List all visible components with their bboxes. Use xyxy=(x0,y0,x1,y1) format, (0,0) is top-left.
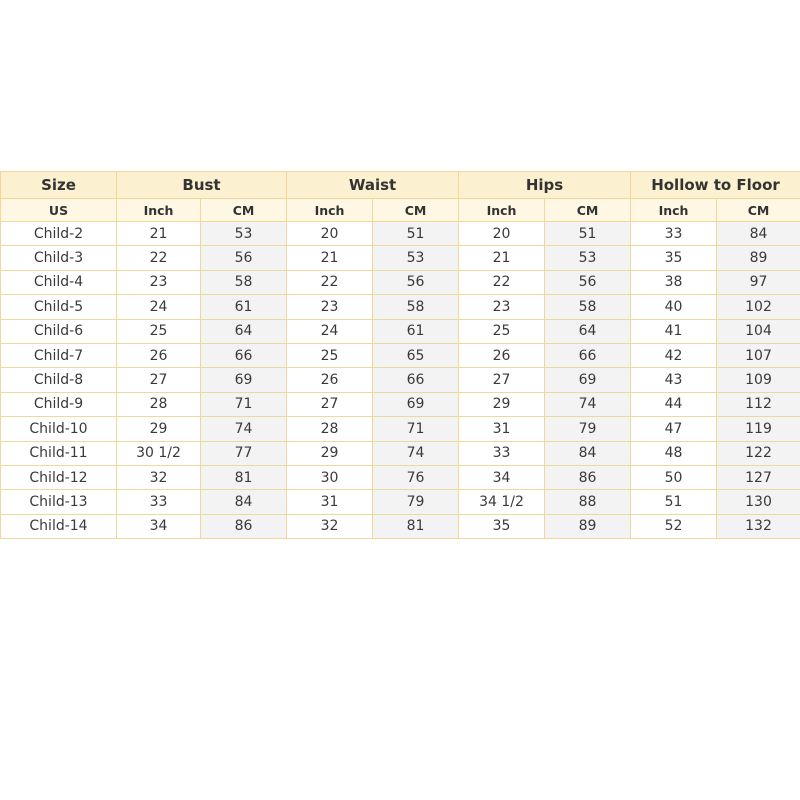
hips-inch-cell: 29 xyxy=(459,392,545,416)
hollow-to-floor-header: Hollow to Floor xyxy=(631,172,800,199)
bust-cm-cell: 84 xyxy=(201,490,287,514)
hollow-inch-cell: 35 xyxy=(631,246,717,270)
waist-cm-cell: 65 xyxy=(373,343,459,367)
hollow-cm-cell: 130 xyxy=(717,490,800,514)
bust-cm-cell: 58 xyxy=(201,270,287,294)
bust-cm-cell: 86 xyxy=(201,514,287,538)
waist-cm-cell: 74 xyxy=(373,441,459,465)
hips-cm-cell: 64 xyxy=(545,319,631,343)
waist-cm-cell: 56 xyxy=(373,270,459,294)
hips-cm-cell: 88 xyxy=(545,490,631,514)
bust-inch-cell: 23 xyxy=(117,270,201,294)
hollow-inch-cell: 40 xyxy=(631,295,717,319)
bust-inch-cell: 29 xyxy=(117,417,201,441)
hips-inch-cell: 34 xyxy=(459,465,545,489)
bust-cm-header: CM xyxy=(201,199,287,222)
hips-inch-cell: 20 xyxy=(459,222,545,246)
hollow-cm-cell: 84 xyxy=(717,222,800,246)
bust-cm-cell: 64 xyxy=(201,319,287,343)
bust-inch-cell: 21 xyxy=(117,222,201,246)
bust-inch-header: Inch xyxy=(117,199,201,222)
bust-inch-cell: 25 xyxy=(117,319,201,343)
bust-cm-cell: 74 xyxy=(201,417,287,441)
hips-inch-cell: 21 xyxy=(459,246,545,270)
us-unit-header: US xyxy=(1,199,117,222)
hips-inch-cell: 31 xyxy=(459,417,545,441)
hips-cm-cell: 58 xyxy=(545,295,631,319)
hollow-cm-cell: 132 xyxy=(717,514,800,538)
size-cell: Child-3 xyxy=(1,246,117,270)
bust-inch-cell: 26 xyxy=(117,343,201,367)
bust-inch-cell: 28 xyxy=(117,392,201,416)
waist-cm-header: CM xyxy=(373,199,459,222)
hips-cm-cell: 69 xyxy=(545,368,631,392)
hollow-cm-cell: 127 xyxy=(717,465,800,489)
bust-inch-cell: 27 xyxy=(117,368,201,392)
size-header: Size xyxy=(1,172,117,199)
hollow-cm-cell: 109 xyxy=(717,368,800,392)
waist-cm-cell: 58 xyxy=(373,295,459,319)
bust-cm-cell: 77 xyxy=(201,441,287,465)
waist-cm-cell: 53 xyxy=(373,246,459,270)
hips-cm-cell: 66 xyxy=(545,343,631,367)
waist-cm-cell: 79 xyxy=(373,490,459,514)
waist-inch-cell: 30 xyxy=(287,465,373,489)
hips-cm-cell: 51 xyxy=(545,222,631,246)
waist-inch-cell: 32 xyxy=(287,514,373,538)
bust-inch-cell: 32 xyxy=(117,465,201,489)
size-cell: Child-11 xyxy=(1,441,117,465)
table-row xyxy=(1,465,800,489)
hollow-cm-cell: 112 xyxy=(717,392,800,416)
size-cell: Child-4 xyxy=(1,270,117,294)
hips-cm-cell: 53 xyxy=(545,246,631,270)
table-row xyxy=(1,417,800,441)
hollow-cm-cell: 122 xyxy=(717,441,800,465)
size-chart-table xyxy=(0,171,800,539)
hips-inch-cell: 23 xyxy=(459,295,545,319)
hollow-cm-cell: 104 xyxy=(717,319,800,343)
waist-cm-cell: 69 xyxy=(373,392,459,416)
hollow-cm-header: CM xyxy=(717,199,800,222)
hollow-cm-cell: 107 xyxy=(717,343,800,367)
hollow-inch-cell: 42 xyxy=(631,343,717,367)
hollow-cm-cell: 97 xyxy=(717,270,800,294)
bust-cm-cell: 81 xyxy=(201,465,287,489)
size-cell: Child-5 xyxy=(1,295,117,319)
hollow-inch-cell: 51 xyxy=(631,490,717,514)
hollow-inch-cell: 52 xyxy=(631,514,717,538)
hips-cm-cell: 79 xyxy=(545,417,631,441)
waist-cm-cell: 66 xyxy=(373,368,459,392)
table-row xyxy=(1,368,800,392)
waist-inch-cell: 21 xyxy=(287,246,373,270)
hips-inch-cell: 26 xyxy=(459,343,545,367)
table-row xyxy=(1,392,800,416)
waist-cm-cell: 81 xyxy=(373,514,459,538)
bust-cm-cell: 71 xyxy=(201,392,287,416)
hollow-inch-cell: 50 xyxy=(631,465,717,489)
hips-inch-cell: 25 xyxy=(459,319,545,343)
size-cell: Child-9 xyxy=(1,392,117,416)
hips-cm-cell: 74 xyxy=(545,392,631,416)
waist-cm-cell: 71 xyxy=(373,417,459,441)
hollow-inch-header: Inch xyxy=(631,199,717,222)
hips-inch-cell: 27 xyxy=(459,368,545,392)
hips-cm-header: CM xyxy=(545,199,631,222)
bust-inch-cell: 33 xyxy=(117,490,201,514)
bust-inch-cell: 34 xyxy=(117,514,201,538)
table-row xyxy=(1,222,800,246)
unit-header-row xyxy=(1,199,800,222)
waist-inch-cell: 23 xyxy=(287,295,373,319)
size-cell: Child-12 xyxy=(1,465,117,489)
hollow-inch-cell: 44 xyxy=(631,392,717,416)
hollow-inch-cell: 33 xyxy=(631,222,717,246)
hips-inch-cell: 34 1/2 xyxy=(459,490,545,514)
waist-inch-cell: 26 xyxy=(287,368,373,392)
bust-cm-cell: 69 xyxy=(201,368,287,392)
hips-cm-cell: 89 xyxy=(545,514,631,538)
waist-inch-cell: 31 xyxy=(287,490,373,514)
bust-header: Bust xyxy=(117,172,287,199)
bust-inch-cell: 30 1/2 xyxy=(117,441,201,465)
table-row xyxy=(1,343,800,367)
hips-cm-cell: 56 xyxy=(545,270,631,294)
measurement-header-row xyxy=(1,172,800,199)
table-row xyxy=(1,295,800,319)
table-row xyxy=(1,441,800,465)
hips-inch-cell: 35 xyxy=(459,514,545,538)
size-cell: Child-2 xyxy=(1,222,117,246)
bust-cm-cell: 66 xyxy=(201,343,287,367)
hollow-cm-cell: 102 xyxy=(717,295,800,319)
size-cell: Child-14 xyxy=(1,514,117,538)
waist-cm-cell: 76 xyxy=(373,465,459,489)
hips-inch-header: Inch xyxy=(459,199,545,222)
table-row xyxy=(1,270,800,294)
hollow-inch-cell: 43 xyxy=(631,368,717,392)
size-cell: Child-8 xyxy=(1,368,117,392)
waist-cm-cell: 51 xyxy=(373,222,459,246)
waist-inch-cell: 29 xyxy=(287,441,373,465)
hollow-inch-cell: 48 xyxy=(631,441,717,465)
hollow-inch-cell: 38 xyxy=(631,270,717,294)
hollow-inch-cell: 47 xyxy=(631,417,717,441)
size-cell: Child-6 xyxy=(1,319,117,343)
hollow-cm-cell: 89 xyxy=(717,246,800,270)
table-row xyxy=(1,490,800,514)
waist-inch-cell: 24 xyxy=(287,319,373,343)
size-cell: Child-13 xyxy=(1,490,117,514)
hollow-inch-cell: 41 xyxy=(631,319,717,343)
bust-inch-cell: 22 xyxy=(117,246,201,270)
waist-cm-cell: 61 xyxy=(373,319,459,343)
hips-inch-cell: 22 xyxy=(459,270,545,294)
table-row xyxy=(1,246,800,270)
table-row xyxy=(1,514,800,538)
size-cell: Child-10 xyxy=(1,417,117,441)
table-row xyxy=(1,319,800,343)
hips-cm-cell: 84 xyxy=(545,441,631,465)
bust-inch-cell: 24 xyxy=(117,295,201,319)
hollow-cm-cell: 119 xyxy=(717,417,800,441)
waist-inch-header: Inch xyxy=(287,199,373,222)
bust-cm-cell: 53 xyxy=(201,222,287,246)
waist-inch-cell: 22 xyxy=(287,270,373,294)
waist-inch-cell: 25 xyxy=(287,343,373,367)
bust-cm-cell: 61 xyxy=(201,295,287,319)
waist-inch-cell: 20 xyxy=(287,222,373,246)
waist-inch-cell: 28 xyxy=(287,417,373,441)
size-cell: Child-7 xyxy=(1,343,117,367)
waist-inch-cell: 27 xyxy=(287,392,373,416)
hips-header: Hips xyxy=(459,172,631,199)
hips-inch-cell: 33 xyxy=(459,441,545,465)
bust-cm-cell: 56 xyxy=(201,246,287,270)
hips-cm-cell: 86 xyxy=(545,465,631,489)
waist-header: Waist xyxy=(287,172,459,199)
